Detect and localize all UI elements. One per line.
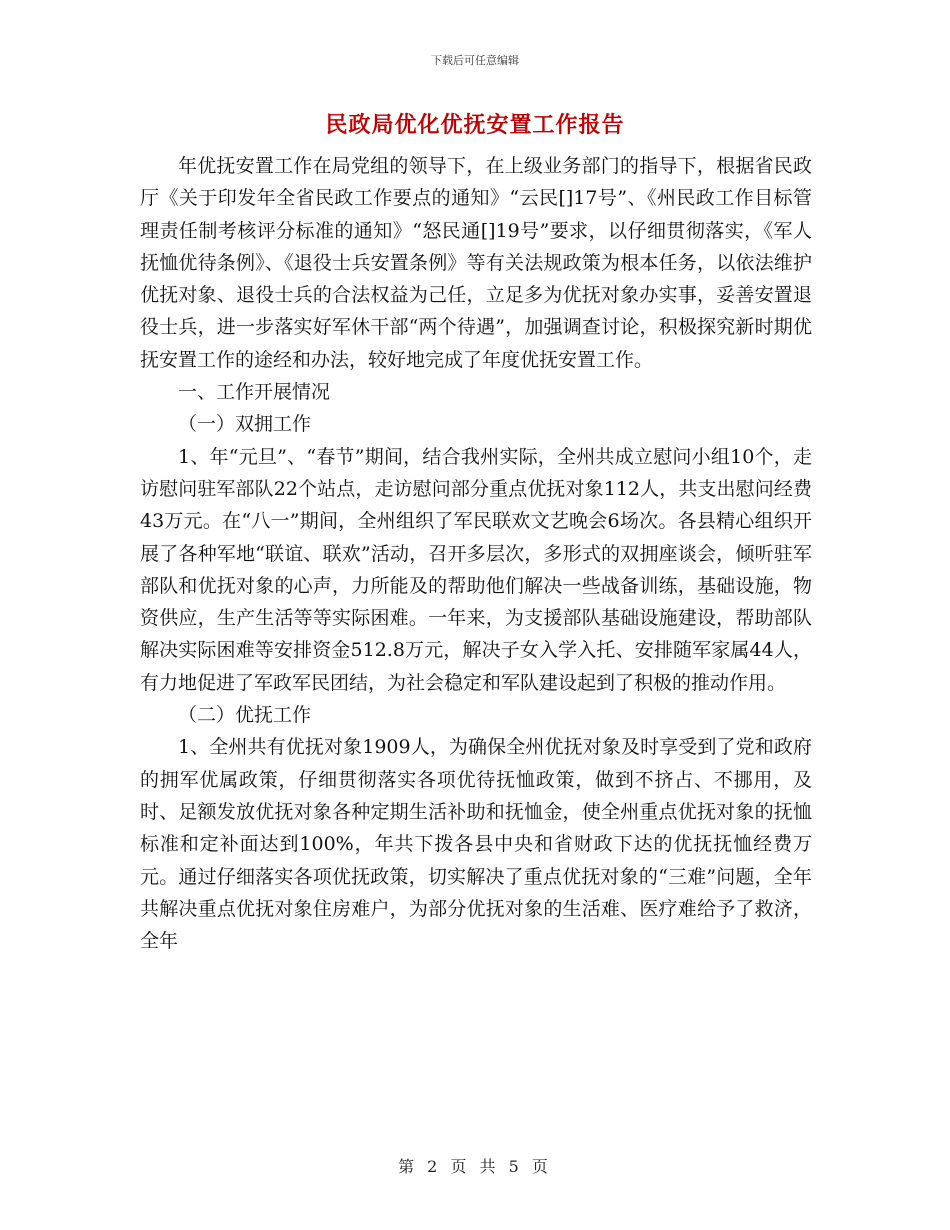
section-heading: 一、工作开展情况 bbox=[178, 381, 331, 404]
page-footer: 第 2 页 共 5 页 bbox=[398, 1157, 552, 1176]
paragraph: 1、全州共有优抚对象1909人，为确保全州优抚对象及时享受到了党和政府的拥军优属政策，仔细贯彻落实各项优待抚恤政策，做到不挤占、不挪用，及时、足额发放优抚对象各种定期生活补助和抚恤金，使全州重点优抚对象的抚恤标准和定补面达到100%，年共下拨各县中央和省财政下达的优抚抚恤经费万元。通过仔细落实各项优抚政策，切实解决了重点优抚对象的“三难”问题，全年共解决重点优抚对象住房难户，为部分优抚对象的生活难、医疗难给予了救济，全年 bbox=[140, 736, 812, 953]
paragraph-intro: 年优抚安置工作在局党组的领导下，在上级业务部门的指导下，根据省民政厅《关于印发年全省民政工作要点的通知》“云民[]17号”、《州民政工作目标管理责任制考核评分标准的通知》“怒民通[]19号”要求，以仔细贯彻落实，《军人抚恤优待条例》、《退役士兵安置条例》等有关法规政策为根本任务，以依法维护优抚对象、退役士兵的合法权益为己任，立足多为优抚对象办实事，妥善安置退役士兵，进一步落实好军休干部“两个待遇”，加强调查讨论，积极探究新时期优抚安置工作的途经和办法，较好地完成了年度优抚安置工作。 bbox=[140, 155, 812, 371]
subsection-heading: （一）双拥工作 bbox=[178, 413, 312, 436]
document-title: 民政局优化优抚安置工作报告 bbox=[325, 113, 625, 138]
subsection-heading: （二）优抚工作 bbox=[178, 704, 312, 727]
header-note: 下载后可任意编辑 bbox=[431, 54, 519, 67]
document-body bbox=[140, 150, 812, 957]
paragraph: 1、年“元旦”、“春节”期间，结合我州实际，全州共成立慰问小组10个，走访慰问驻军部队22个站点，走访慰问部分重点优抚对象112人，共支出慰问经费43万元。在“八一”期间，全州组织了军民联欢文艺晚会6场次。各县精心组织开展了各种军地“联谊、联欢”活动，召开多层次，多形式的双拥座谈会，倾听驻军部队和优抚对象的心声，力所能及的帮助他们解决一些战备训练，基础设施，物资供应，生产生活等等实际困难。一年来，为支援部队基础设施建设，帮助部队解决实际困难等安排资金512.8万元，解决子女入学入托、安排随军家属44人，有力地促进了军政军民团结，为社会稳定和军队建设起到了积极的推动作用。 bbox=[140, 445, 812, 694]
